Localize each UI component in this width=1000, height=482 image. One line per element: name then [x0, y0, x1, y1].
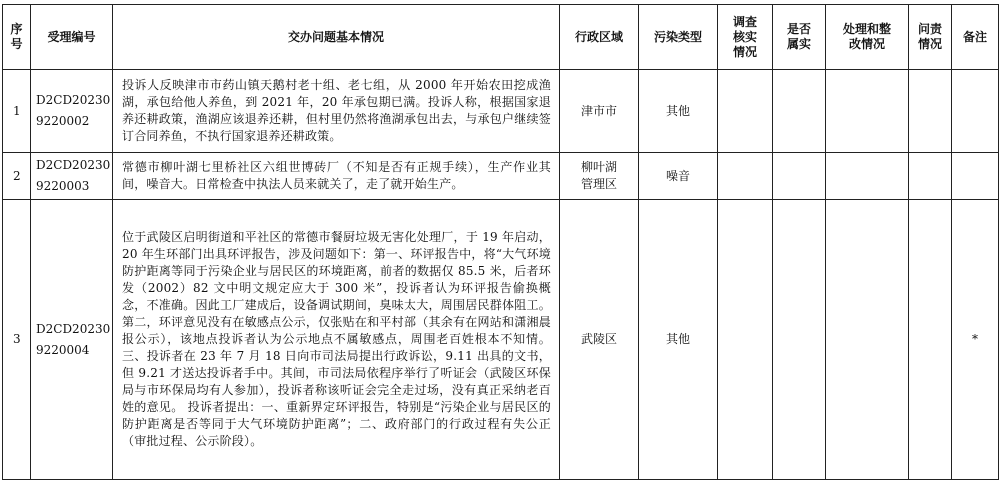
header-seq: 序 号 — [3, 5, 31, 70]
row-seq: 1 — [3, 70, 31, 153]
header-accountability: 问责 情况 — [909, 5, 952, 70]
header-row — [3, 5, 999, 70]
header-region: 行政区域 — [560, 5, 639, 70]
row-verified-survey — [718, 70, 773, 153]
header-is-true: 是否 属实 — [773, 5, 826, 70]
row-region: 柳叶湖 管理区 — [560, 153, 639, 200]
row-case-no: D2CD20230 9220003 — [31, 153, 113, 200]
table-row — [3, 70, 999, 153]
header-case-no: 受理编号 — [31, 5, 113, 70]
row-pollution-type: 其他 — [639, 200, 718, 480]
row-handling — [826, 153, 909, 200]
row-is-true — [773, 70, 826, 153]
row-seq: 3 — [3, 200, 31, 480]
header-pollution-type: 污染类型 — [639, 5, 718, 70]
row-remarks — [952, 153, 999, 200]
row-region: 武陵区 — [560, 200, 639, 480]
row-accountability — [909, 153, 952, 200]
header-handling: 处理和整 改情况 — [826, 5, 909, 70]
row-issue: 常德市柳叶湖七里桥社区六组世博砖厂（不知是否有正规手续），生产作业其间，噪音大。日常检查中执法人员来就关了，走了就开始生产。 — [113, 153, 560, 200]
header-issue: 交办问题基本情况 — [113, 5, 560, 70]
row-is-true — [773, 153, 826, 200]
row-pollution-type: 其他 — [639, 70, 718, 153]
complaint-table — [2, 4, 999, 480]
row-remarks: * — [952, 200, 999, 480]
row-handling — [826, 200, 909, 480]
row-accountability — [909, 70, 952, 153]
row-issue: 位于武陵区启明街道和平社区的常德市餐厨垃圾无害化处理厂，于 19 年启动，20 年生环部门出具环评报告，涉及问题如下：第一、环评报告中，将“大气环境防护距离等同于污染企业与居民区的环境距离，前者的数据仅 85.5 米，后者环发（2002）82 文中明文规定应大于 300 米”，投诉者认为环评报告偷换概念，不准确。因此工厂建成后，设备调试期间，臭味太大，周围居民群体阻工。第二，环评意见没有在敏感点公示，仅张贴在和平村部（其余有在网站和潇湘晨报公示），该地点投诉者认为公示地点不属敏感点，周围老百姓根本不知情。三、投诉者在 23 年 7 月 18 日向市司法局提出行政诉讼，9.11 出具的文书，但 9.21 才送达投诉者手中。其间，市司法局依程序举行了听证会（武陵区环保局与市环保局均有人参加），投诉者称该听证会完全走过场，没有真正采纳老百姓的意见。 投诉者提出：一、重新界定环评报告，特别是“污染企业与居民区的防护距离是否等同于大气环境防护距离”；二、政府部门的行政过程有失公正（审批过程、公示阶段）。 — [113, 200, 560, 480]
row-issue: 投诉人反映津市市药山镇天鹅村老十组、老七组，从 2000 年开始农田挖成渔湖，承包给他人养鱼，到 2021 年，20 年承包期已满。投诉人称，根据国家退养还耕政策，渔湖应该退养还耕，但村里仍然将渔湖承包出去，与承包户继续签订合同养鱼，不执行国家退养还耕政策。 — [113, 70, 560, 153]
row-remarks — [952, 70, 999, 153]
row-seq: 2 — [3, 153, 31, 200]
row-verified-survey — [718, 153, 773, 200]
row-case-no: D2CD20230 9220004 — [31, 200, 113, 480]
row-accountability — [909, 200, 952, 480]
row-case-no: D2CD20230 9220002 — [31, 70, 113, 153]
row-is-true — [773, 200, 826, 480]
header-verified-survey: 调查 核实 情况 — [718, 5, 773, 70]
table-row — [3, 200, 999, 480]
row-verified-survey — [718, 200, 773, 480]
header-remarks: 备注 — [952, 5, 999, 70]
row-pollution-type: 噪音 — [639, 153, 718, 200]
row-region: 津市市 — [560, 70, 639, 153]
table-row — [3, 153, 999, 200]
row-handling — [826, 70, 909, 153]
